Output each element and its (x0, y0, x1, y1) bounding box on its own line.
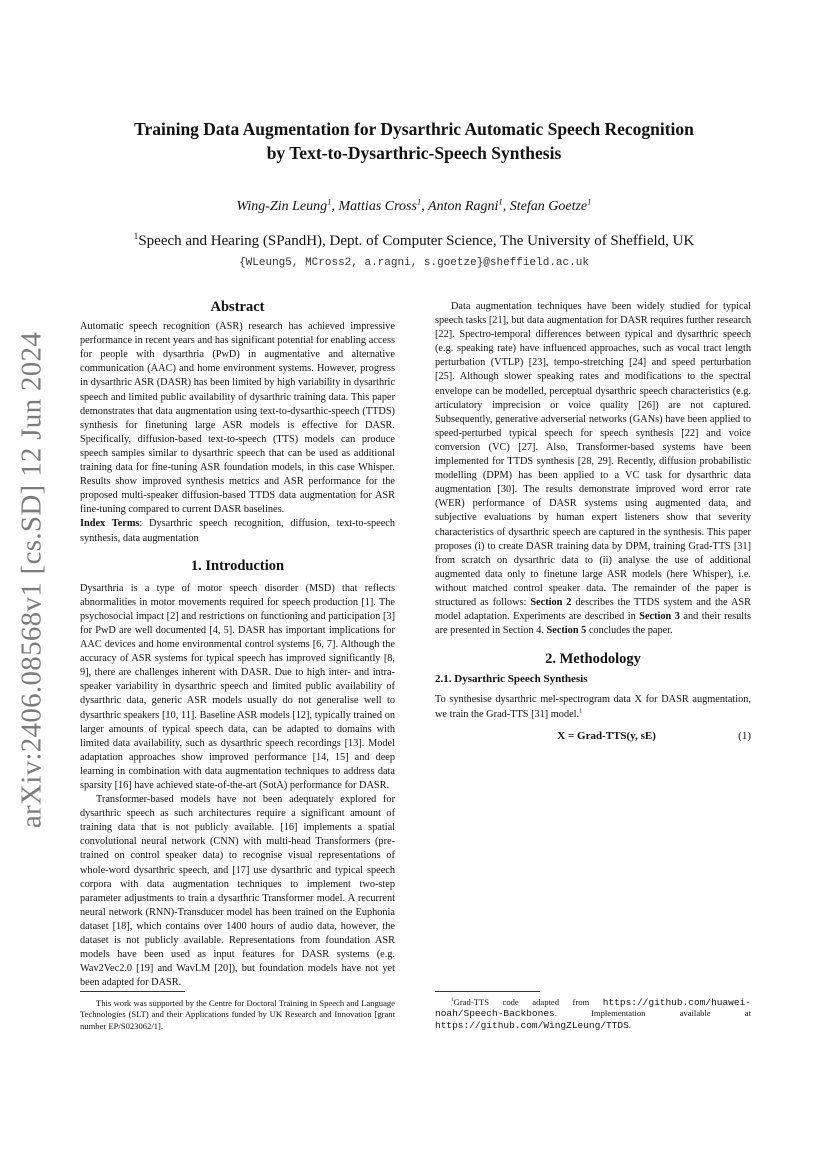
arxiv-id: arXiv:2406.08568v1 [cs.SD] 12 Jun 2024 (15, 331, 48, 829)
arxiv-stamp (12, 331, 52, 829)
intro-p3-text: describes the TTDS system and the ASR model adaptation. Experiments are described in (435, 596, 751, 623)
footnote-text: Grad-TTS code adapted from (453, 997, 603, 1007)
index-terms-text: : Dysarthric speech recognition, diffusion, text-to-speech synthesis, data augmentation (80, 518, 395, 544)
author-list: Wing-Zin Leung$^1$, Mattias Cross$^1$, Anton Ragni$^1$, Stefan Goetze$^1$ (236, 196, 592, 214)
intro-p3-text: concludes the paper. (586, 625, 673, 637)
section-5-ref: Section 5 (546, 625, 587, 637)
methodology-text: To synthesise dysarthric mel-spectrogram data X for DASR augmentation, we train the Grad-TTS [31] model. (435, 694, 751, 720)
section-2-ref: Section 2 (530, 596, 572, 608)
author-sup: 1 (416, 196, 422, 207)
left-column (80, 300, 395, 990)
intro-paragraph-1: Dysarthria is a type of motor speech disorder (MSD) that reflects abnormalities in motor movements required for speech production [1]. The psychosocial impact [2] and restrictions on functioning and participation [3] for PwD are well documented [4, 5]. DASR has important implications for AAC devices and home environmental control systems [6, 7]. Although the accuracy of ASR systems for typical speech has improved significantly [8, 9], there are challenges inherent with DASR. Due to high inter- and intra-speaker variability in dysarthric speech and limited public availability of dysarthric data, generic ASR models usually do not generalise well to dysarthric speakers [10, 11]. Baseline ASR models [12], typically trained on larger amounts of typical speech data, can be adapted to domains with limited data availability, such as dysarthric speech recordings [13]. Model adaptation approaches show improved performance [14, 15] and deep learning in combination with data augmentation techniques to address data sparsity [16] have achieved state-of-the-art (SotA) performance for DASR. (80, 582, 395, 791)
paper-title (60, 117, 768, 165)
footnote-rule (80, 991, 185, 992)
author-name: Stefan Goetze (509, 199, 588, 214)
title-line-2: by Text-to-Dysarthric-Speech Synthesis (266, 143, 562, 163)
index-terms (80, 517, 395, 545)
affiliation-sup: 1 (133, 232, 139, 242)
footnote-marker: 1 (579, 707, 583, 715)
author-sup: 1 (498, 196, 503, 207)
equation-body: X = Grad-TTS(y, sE) (557, 729, 656, 742)
abstract-text: Automatic speech recognition (ASR) research has achieved impressive performance in recent years and has significant potential for enabling access for people with dysarthria (PwD) in augmentative and alternative communication (AAC) and home environment systems. However, progress in dysarthric ASR (DASR) has been limited by high variability in dysarthric speech and limited public availability of dysarthric training data. This paper demonstrates that data augmentation using text-to-dysarthic-speech (TTDS) synthesis for finetuning large ASR models is effective for DASR. Specifically, diffusion-based text-to-speech (TTS) models can produce speech samples similar to dysarthric speech that can be used as additional training data for fine-tuning ASR foundation models, in this case Whisper. Results show improved synthesis metrics and ASR performance for the proposed multi-speaker diffusion-based TTDS data augmentation for ASR fine-tuning compared to current DASR baselines. (80, 321, 395, 516)
intro-paragraph-3 (435, 300, 751, 638)
abstract-heading: Abstract (210, 299, 265, 315)
right-footnote-area (435, 991, 751, 1031)
right-column (435, 300, 751, 743)
author-name: Wing-Zin Leung (236, 199, 328, 214)
intro-heading: 1. Introduction (190, 557, 285, 574)
footnote-url-1[interactable]: https://github.com/huawei-noah/Speech-Backbones (435, 997, 751, 1020)
footnote-text: . (628, 1019, 631, 1030)
footnote-text: . Implementation available at (554, 1008, 751, 1019)
section-3-ref: Section 3 (639, 611, 680, 623)
intro-paragraph-2: Transformer-based models have not been adequately explored for dysarthric speech as such architectures require a significant amount of training data that is not publicly available. [16] implements a spatial convolutional neural network (CNN) with multi-head Transformers (pre-trained on control speaker data) to recognise visual representations of whole-word dysarthric speech, and [17] use dysarthric and typical speech corpora with data augmentation techniques to implement two-step parameter adjustments to train a dysarthric Transformer model. A recurrent neural network (RNN)-Transducer model has been trained on the Euphonia dataset [18], which contains over 1400 hours of audio data, however, the dataset is not publicly available. Representations from foundation ASR models have been used as input features for DASR systems (e.g. Wav2Vec2.0 [19] and WavLM [20]), but foundation models have not yet been adapted for DASR. (80, 794, 395, 989)
title-line-1: Training Data Augmentation for Dysarthric Automatic Speech Recognition (134, 119, 694, 139)
author-emails: {WLeung5, MCross2, a.ragni, s.goetze}@sheffield.ac.uk (239, 257, 589, 269)
left-footnote-area (80, 991, 395, 1032)
equation-number: (1) (738, 729, 751, 742)
index-terms-label: Index Terms (80, 518, 140, 530)
author-sup: 1 (587, 196, 592, 207)
intro-p3-text: Data augmentation techniques have been widely studied for typical speech tasks [21], but data augmentation for DASR requires further research [22]. Spectro-temporal differences between typical and dysarthric speech (e.g. speaking rate) have influenced approaches, such as vocal tract length perturbation (VTLP) [23], tempo-stretching [24] and speed perturbation [25]. Although slower speaking rates and modifications to the spectral envelope can be modelled, perceptual dysarthric speech characteristics (e.g. articulatory imprecision or voice quality [26]) are not captured. Subsequently, generative adverserial networks (GANs) have been applied to speed-perturbed typical speech for speech synthesis [22] and voice conversion (VC) [27]. Also, Transformer-based systems have been implemented for TTDS synthesis [28, 29]. Recently, diffusion probabilistic modelling (DPM) has been applied to a VC task for dysarthric data augmentation [30]. The results demonstrate improved word error rate (WER) performance of DASR systems using augmented data, and subjective evaluations by human expert listeners show that severity characteristics of dysarthric speech are captured in the synthesis. This paper proposes (i) to create DASR training data by DPM, training Grad-TTS [31] from scratch on dysarthric data to (ii) analyse the use of additional augmented data only to finetune large ASR models (here Whisper), i.e. without matched control speaker data. The remainder of the paper is structured as follows: (435, 301, 751, 608)
methodology-heading: 2. Methodology (545, 651, 641, 668)
funding-footnote: This work was supported by the Centre for Doctoral Training in Speech and Language Technologies (SLT) and their Applications funded by UK Research and Innovation [grant number EP/S023062/1]. (80, 998, 395, 1031)
intro-p3-text: and their results are presented in Section 4. (435, 611, 752, 637)
author-sup: 1 (327, 196, 332, 207)
author-name: Mattias Cross (338, 199, 417, 214)
affiliation (60, 233, 768, 250)
equation-1 (435, 729, 751, 743)
methodology-paragraph (435, 693, 751, 721)
code-footnote (435, 997, 751, 1031)
affiliation-text: Speech and Hearing (SPandH), Dept. of Computer Science, The University of Sheffield, UK (138, 233, 695, 249)
footnote-url-2[interactable]: https://github.com/WingZLeung/TTDS (435, 1019, 629, 1031)
subsection-heading: 2.1. Dysarthric Speech Synthesis (435, 673, 588, 686)
footnote-sup: 1 (451, 997, 454, 1004)
author-name: Anton Ragni (428, 199, 499, 214)
footnote-rule (435, 991, 540, 992)
